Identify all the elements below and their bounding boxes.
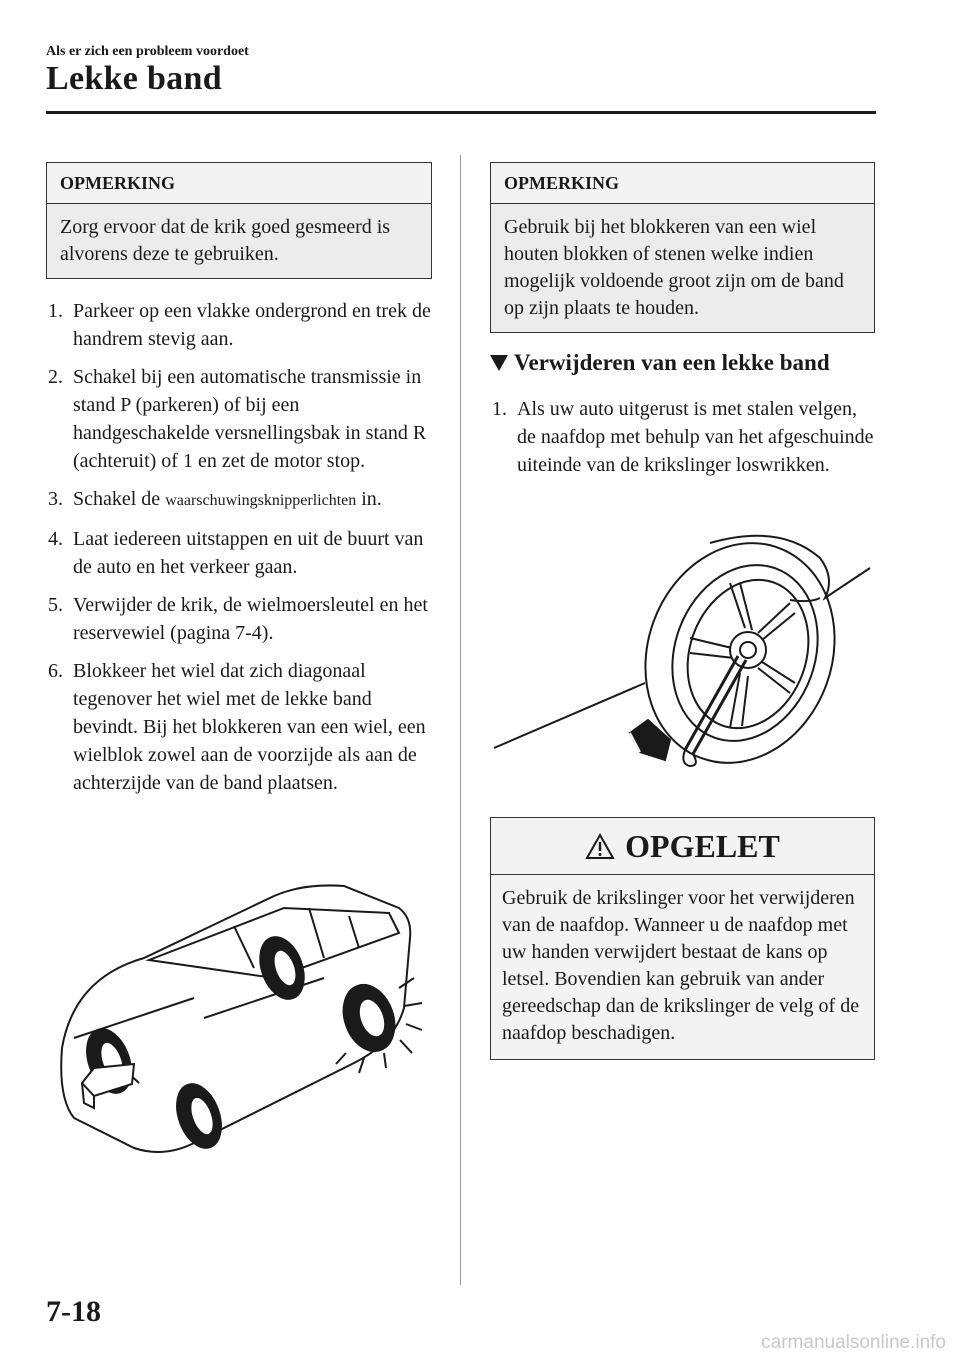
- step-number: 6.: [48, 660, 63, 682]
- step-text: Laat iedereen uitstappen en uit de buurt van de auto en het verkeer gaan.: [73, 528, 424, 578]
- step-text-small: waarschuwingsknipperlichten: [165, 492, 357, 509]
- step-text-part: Schakel de: [73, 488, 166, 510]
- step-number: 3.: [48, 488, 63, 510]
- note-box-left: [46, 162, 432, 279]
- step-2: [48, 363, 438, 475]
- down-triangle-icon: [490, 355, 508, 371]
- note-title: OPMERKING: [47, 163, 431, 204]
- step-text: Verwijder de krik, de wielmoersleutel en het reservewiel (pagina 7-4).: [73, 594, 428, 644]
- step-number: 1.: [48, 300, 63, 322]
- section-label: Als er zich een probleem voordoet: [46, 44, 249, 59]
- step-number: 2.: [48, 366, 63, 388]
- page-number: 7-18: [46, 1295, 101, 1328]
- page-title: Lekke band: [46, 60, 222, 97]
- watermark: carmanualsonline.info: [761, 1332, 946, 1353]
- step-text: Parkeer op een vlakke ondergrond en trek de handrem stevig aan.: [73, 300, 431, 350]
- note-body: Zorg ervoor dat de krik goed gesmeerd is alvorens deze te gebruiken.: [47, 204, 431, 278]
- caution-box: [490, 817, 875, 1060]
- caution-title: OPGELET: [625, 827, 780, 864]
- subheading-text: Verwijderen van een lekke band: [514, 350, 830, 375]
- step-number: 4.: [48, 528, 63, 550]
- step-text-part: in.: [356, 488, 382, 510]
- column-divider: [460, 155, 461, 1285]
- subheading: [490, 350, 830, 376]
- header-rule: [46, 111, 876, 114]
- caution-header: [491, 818, 874, 875]
- step-6: [48, 657, 438, 797]
- step-text: [73, 485, 438, 515]
- step-number: 1.: [492, 398, 507, 420]
- step-text: Blokkeer het wiel dat zich diagonaal tegenover het wiel met de lekke band bevindt. Bij het blokkeren van een wiel, een wielblok zowel aan de voorzijde als aan de achterzijde van de band plaatsen.: [73, 660, 426, 794]
- step-1: [492, 395, 876, 479]
- step-text: Schakel bij een automatische transmissie in stand P (parkeren) of bij een handgeschakelde versnellingsbak in stand R (achteruit) of 1 en zet de motor stop.: [73, 366, 427, 472]
- note-body: Gebruik bij het blokkeren van een wiel houten blokken of stenen welke indien mogelijk voldoende groot zijn om de band op zijn plaats te houden.: [491, 204, 874, 332]
- step-number: 5.: [48, 594, 63, 616]
- step-5: [48, 591, 438, 647]
- step-text: Als uw auto uitgerust is met stalen velgen, de naafdop met behulp van het afgeschuinde uiteinde van de krikslinger loswrikken.: [517, 398, 874, 476]
- step-3: [48, 485, 438, 515]
- steps-list-left: [48, 297, 438, 807]
- step-1: [48, 297, 438, 353]
- note-box-right: [490, 162, 875, 333]
- car-wheel-block-illustration: [54, 868, 424, 1168]
- note-title: OPMERKING: [491, 163, 874, 204]
- steps-list-right: [492, 395, 876, 489]
- warning-triangle-icon: [585, 833, 615, 860]
- step-4: [48, 525, 438, 581]
- hubcap-removal-illustration: [490, 528, 880, 778]
- caution-body: Gebruik de krikslinger voor het verwijderen van de naafdop. Wanneer u de naafdop met uw handen verwijdert bestaat de kans op letsel. Bovendien kan gebruik van ander gereedschap dan de krikslinger de velg of de naafdop beschadigen.: [502, 887, 860, 1044]
